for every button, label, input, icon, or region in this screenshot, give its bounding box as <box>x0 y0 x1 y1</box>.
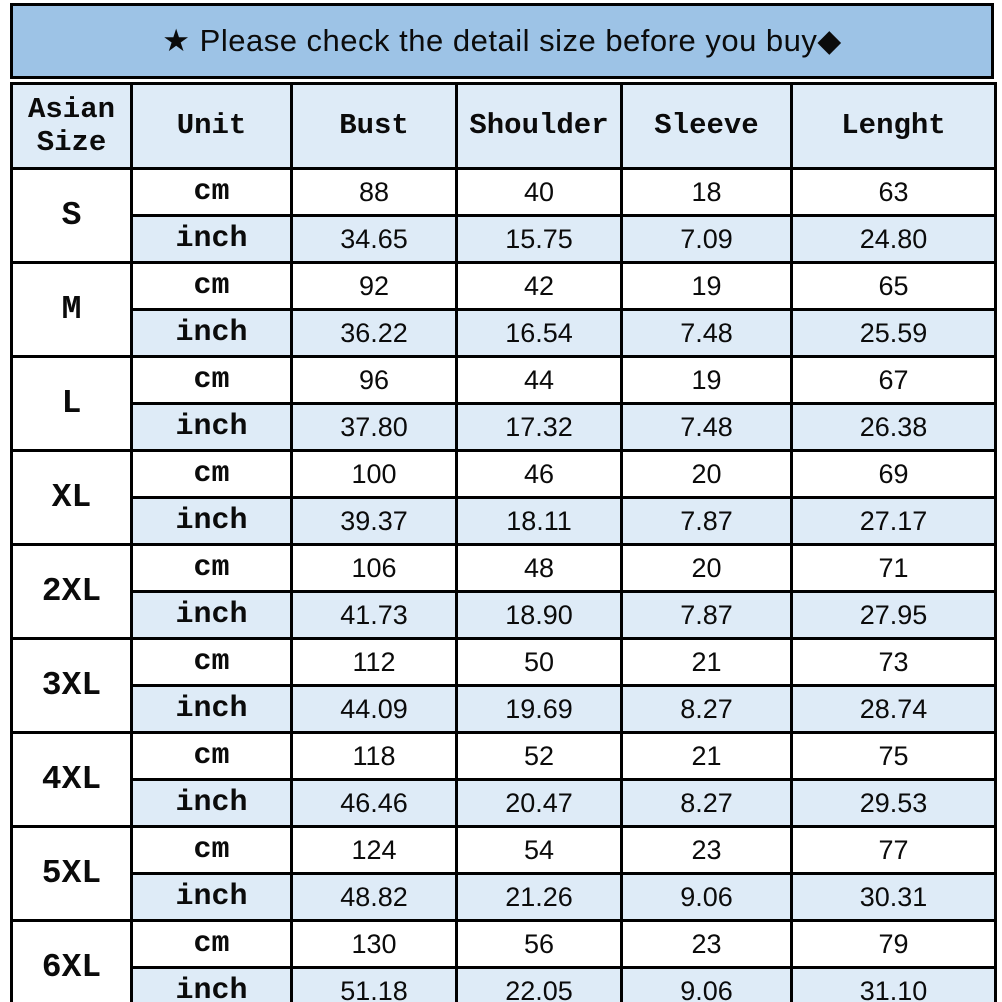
size-cell: S <box>12 169 132 263</box>
value-cell: 7.09 <box>622 216 792 263</box>
value-cell: 21 <box>622 733 792 780</box>
value-cell: 65 <box>792 263 996 310</box>
unit-cell-inch: inch <box>132 686 292 733</box>
unit-cell-inch: inch <box>132 968 292 1002</box>
value-cell: 106 <box>292 545 457 592</box>
size-cell: L <box>12 357 132 451</box>
value-cell: 39.37 <box>292 498 457 545</box>
value-cell: 46.46 <box>292 780 457 827</box>
table-row <box>12 592 996 639</box>
table-row <box>12 310 996 357</box>
value-cell: 18.90 <box>457 592 622 639</box>
size-cell: 3XL <box>12 639 132 733</box>
value-cell: 130 <box>292 921 457 968</box>
value-cell: 7.87 <box>622 498 792 545</box>
value-cell: 27.17 <box>792 498 996 545</box>
value-cell: 30.31 <box>792 874 996 921</box>
value-cell: 42 <box>457 263 622 310</box>
table-row <box>12 498 996 545</box>
banner-text: ★ Please check the detail size before you buy◆ <box>162 23 842 58</box>
value-cell: 79 <box>792 921 996 968</box>
unit-cell-cm: cm <box>132 263 292 310</box>
value-cell: 48.82 <box>292 874 457 921</box>
value-cell: 25.59 <box>792 310 996 357</box>
table-row <box>12 639 996 686</box>
value-cell: 20 <box>622 545 792 592</box>
value-cell: 40 <box>457 169 622 216</box>
value-cell: 23 <box>622 827 792 874</box>
value-cell: 46 <box>457 451 622 498</box>
value-cell: 21 <box>622 639 792 686</box>
unit-cell-cm: cm <box>132 921 292 968</box>
value-cell: 41.73 <box>292 592 457 639</box>
unit-cell-inch: inch <box>132 780 292 827</box>
value-cell: 19.69 <box>457 686 622 733</box>
unit-cell-inch: inch <box>132 216 292 263</box>
value-cell: 31.10 <box>792 968 996 1002</box>
value-cell: 20.47 <box>457 780 622 827</box>
value-cell: 67 <box>792 357 996 404</box>
size-cell: 6XL <box>12 921 132 1002</box>
unit-cell-cm: cm <box>132 451 292 498</box>
value-cell: 16.54 <box>457 310 622 357</box>
value-cell: 118 <box>292 733 457 780</box>
size-cell: 2XL <box>12 545 132 639</box>
size-cell: M <box>12 263 132 357</box>
table-row <box>12 686 996 733</box>
unit-cell-cm: cm <box>132 733 292 780</box>
value-cell: 69 <box>792 451 996 498</box>
value-cell: 34.65 <box>292 216 457 263</box>
value-cell: 44.09 <box>292 686 457 733</box>
value-cell: 24.80 <box>792 216 996 263</box>
value-cell: 9.06 <box>622 874 792 921</box>
value-cell: 9.06 <box>622 968 792 1002</box>
table-row <box>12 921 996 968</box>
unit-cell-inch: inch <box>132 498 292 545</box>
value-cell: 73 <box>792 639 996 686</box>
header-asian-size-line1: Asian <box>27 92 115 126</box>
value-cell: 8.27 <box>622 686 792 733</box>
value-cell: 7.48 <box>622 404 792 451</box>
value-cell: 20 <box>622 451 792 498</box>
header-unit: Unit <box>132 84 292 169</box>
value-cell: 7.87 <box>622 592 792 639</box>
value-cell: 19 <box>622 357 792 404</box>
unit-cell-inch: inch <box>132 310 292 357</box>
value-cell: 92 <box>292 263 457 310</box>
value-cell: 71 <box>792 545 996 592</box>
table-row <box>12 827 996 874</box>
unit-cell-cm: cm <box>132 169 292 216</box>
value-cell: 37.80 <box>292 404 457 451</box>
value-cell: 112 <box>292 639 457 686</box>
value-cell: 28.74 <box>792 686 996 733</box>
value-cell: 63 <box>792 169 996 216</box>
header-asian-size-line2: Size <box>36 126 107 159</box>
table-row <box>12 263 996 310</box>
header-bust: Bust <box>292 84 457 169</box>
header-asian-size <box>12 84 132 169</box>
value-cell: 100 <box>292 451 457 498</box>
unit-cell-cm: cm <box>132 639 292 686</box>
value-cell: 19 <box>622 263 792 310</box>
unit-cell-cm: cm <box>132 827 292 874</box>
banner <box>10 3 994 79</box>
value-cell: 48 <box>457 545 622 592</box>
unit-cell-inch: inch <box>132 404 292 451</box>
table-row <box>12 733 996 780</box>
value-cell: 26.38 <box>792 404 996 451</box>
value-cell: 17.32 <box>457 404 622 451</box>
unit-cell-cm: cm <box>132 357 292 404</box>
value-cell: 18 <box>622 169 792 216</box>
value-cell: 56 <box>457 921 622 968</box>
value-cell: 88 <box>292 169 457 216</box>
size-table <box>10 82 997 1002</box>
value-cell: 18.11 <box>457 498 622 545</box>
value-cell: 50 <box>457 639 622 686</box>
value-cell: 29.53 <box>792 780 996 827</box>
header-row <box>12 84 996 169</box>
value-cell: 21.26 <box>457 874 622 921</box>
table-row <box>12 874 996 921</box>
header-sleeve: Sleeve <box>622 84 792 169</box>
value-cell: 52 <box>457 733 622 780</box>
value-cell: 23 <box>622 921 792 968</box>
value-cell: 75 <box>792 733 996 780</box>
value-cell: 7.48 <box>622 310 792 357</box>
table-row <box>12 357 996 404</box>
value-cell: 124 <box>292 827 457 874</box>
value-cell: 36.22 <box>292 310 457 357</box>
table-row <box>12 545 996 592</box>
header-length: Lenght <box>792 84 996 169</box>
value-cell: 22.05 <box>457 968 622 1002</box>
unit-cell-cm: cm <box>132 545 292 592</box>
value-cell: 51.18 <box>292 968 457 1002</box>
value-cell: 27.95 <box>792 592 996 639</box>
value-cell: 54 <box>457 827 622 874</box>
size-cell: 4XL <box>12 733 132 827</box>
value-cell: 8.27 <box>622 780 792 827</box>
table-row <box>12 216 996 263</box>
table-row <box>12 968 996 1002</box>
size-cell: 5XL <box>12 827 132 921</box>
header-shoulder: Shoulder <box>457 84 622 169</box>
table-row <box>12 780 996 827</box>
table-row <box>12 169 996 216</box>
table-row <box>12 404 996 451</box>
value-cell: 77 <box>792 827 996 874</box>
value-cell: 15.75 <box>457 216 622 263</box>
size-cell: XL <box>12 451 132 545</box>
unit-cell-inch: inch <box>132 874 292 921</box>
value-cell: 96 <box>292 357 457 404</box>
value-cell: 44 <box>457 357 622 404</box>
table-row <box>12 451 996 498</box>
unit-cell-inch: inch <box>132 592 292 639</box>
